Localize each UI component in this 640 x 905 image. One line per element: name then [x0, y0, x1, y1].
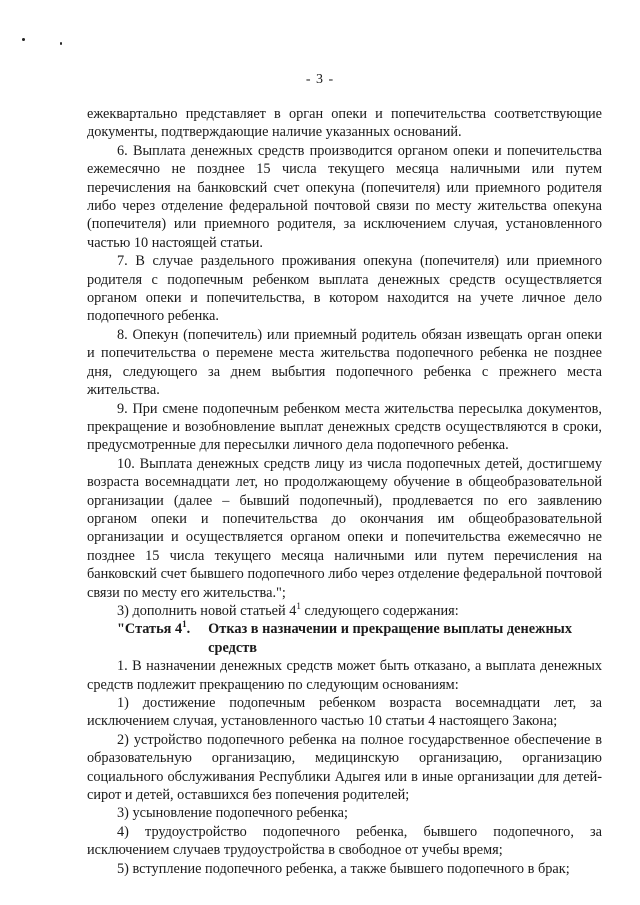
article-label: [117, 620, 190, 657]
article-heading: [87, 620, 602, 657]
page-number: - 3 -: [305, 72, 335, 87]
paragraph: 6. Выплата денежных средств производится органом опеки и попечительства ежемесячно не позднее 15 числа текущего месяца наличными или путем перечисления на банковский счет опекуна (попечителя) или приемного родителя либо через отделение федеральной почтовой связи по месту жительства опекуна (попечителя) или приемного родителя, за исключением случая, установленного частью 10 настоящей статьи.: [87, 142, 602, 251]
paragraph: 7. В случае раздельного проживания опекуна (попечителя) или приемного родителя с подопечным ребенком выплата денежных средств осуществляется органом опеки и попечительства, в котором находится на учете личное дело подопечного ребенка.: [87, 253, 602, 325]
article-list-item: 2) устройство подопечного ребенка на полное государственное обеспечение в образовательную организацию, медицинскую организацию, организацию социального обслуживания Республики Адыгея или в иные организации для детей-сирот и детей, оставшихся без попечения родителей;: [87, 731, 602, 804]
article-label-text: "Статья 4: [117, 621, 183, 638]
paragraph: 10. Выплата денежных средств лицу из числа подопечных детей, достигшему возраста восемнадцати лет, но продолжающему обучение в общеобразовательной организации (далее – бывший подопечный), продлевается по его заявлению органом опеки и попечительства до окончания им общеобразовательной организации и осуществляется органом опеки и попечительства ежемесячно не позднее 15 числа текущего месяца наличными или путем перечисления на банковский счет бывшего подопечного либо через отделение федеральной почтовой связи по месту его жительства.";: [87, 455, 602, 601]
amendment-text-end: следующего содержания:: [300, 602, 459, 619]
article-list-item: 3) усыновление подопечного ребенка;: [117, 805, 348, 822]
amendment-text: 3) дополнить новой статьей 4: [117, 602, 297, 619]
article-list-item: 5) вступление подопечного ребенка, а также бывшего подопечного в брак;: [117, 860, 570, 877]
article-list-item: 4) трудоустройство подопечного ребенка, бывшего подопечного, за исключением случаев трудоустройства в свободное от учебы время;: [87, 823, 602, 859]
article-label-superscript: 1: [182, 619, 187, 630]
article-list-item: 1) достижение подопечным ребенком возраста восемнадцати лет, за исключением случая, установленного частью 10 статьи 4 настоящего Закона;: [87, 695, 602, 730]
article-label-dot: .: [186, 621, 191, 638]
amendment-superscript: 1: [296, 601, 301, 612]
document-body: [87, 105, 602, 878]
paragraph: 8. Опекун (попечитель) или приемный родитель обязан извещать орган опеки и попечительства о перемене места жительства подопечного ребенка не позднее дня, следующего за днем выбытия подопечного ребенка с прежнего места жительства.: [87, 326, 602, 399]
paragraph: ежеквартально представляет в орган опеки и попечительства соответствующие документы, подтверждающие наличие указанных оснований.: [87, 106, 602, 141]
article-paragraph: 1. В назначении денежных средств может быть отказано, а выплата денежных средств подлежит прекращению по следующим основаниям:: [87, 658, 602, 693]
amendment-line: [87, 602, 602, 620]
scan-speck: [60, 42, 62, 45]
scan-speck: [22, 38, 25, 41]
paragraph: 9. При смене подопечным ребенком места жительства пересылка документов, прекращение и возобновление выплат денежных средств осуществляются в сроки, предусмотренные для пересылки личного дела подопечного ребенка.: [87, 400, 602, 454]
article-title: Отказ в назначении и прекращение выплаты денежных средств: [208, 621, 572, 656]
